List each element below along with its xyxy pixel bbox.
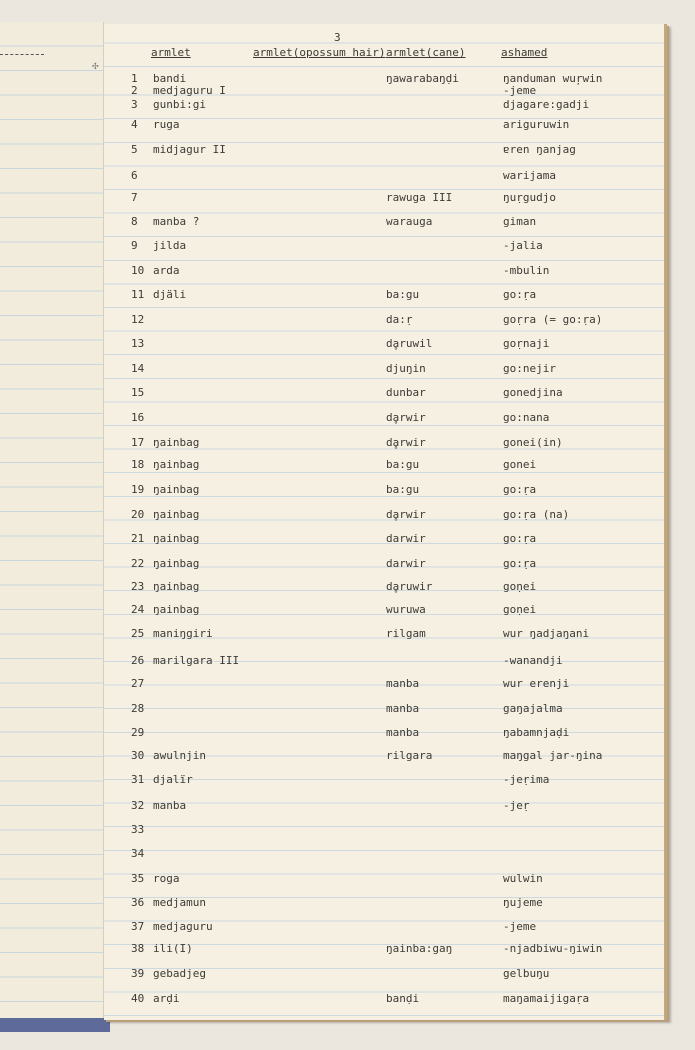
cell-armlet: jilda — [153, 239, 187, 252]
page-number: 3 — [334, 31, 341, 44]
cell-armlet-cane: dunbar — [386, 386, 426, 399]
cell-ashamed: wur erenji — [503, 677, 570, 690]
column-header-armlet-cane: armlet(cane) — [386, 46, 466, 59]
cell-armlet: maniŋgiri — [153, 627, 213, 640]
table-row — [0, 84, 695, 98]
cell-armlet-cane: manba — [386, 726, 420, 739]
cell-armlet: ŋainbag — [153, 508, 200, 521]
cell-ashamed: ŋabamnjaḍi — [503, 726, 570, 739]
row-number: 19 — [131, 483, 145, 496]
cell-ashamed: -jalia — [503, 239, 543, 252]
table-row — [0, 337, 695, 351]
cell-armlet-cane: dḁrwir — [386, 411, 426, 424]
cell-ashamed: goṇei — [503, 580, 537, 593]
cell-armlet: ŋainbag — [153, 580, 200, 593]
row-number: 37 — [131, 920, 145, 933]
cell-ashamed: go:ṛa — [503, 557, 537, 570]
cell-ashamed: giman — [503, 215, 537, 228]
cell-ashamed: djagare:gadji — [503, 98, 590, 111]
cell-armlet: arḍi — [153, 992, 180, 1005]
column-header-armlet: armlet — [151, 46, 191, 59]
row-number: 5 — [131, 143, 138, 156]
cell-ashamed: -njadbiwu-ŋiwin — [503, 942, 603, 955]
table-row — [0, 169, 695, 183]
table-row — [0, 992, 695, 1006]
column-header-armlet-opossum-hair: armlet(opossum hair) — [253, 46, 386, 59]
table-row — [0, 557, 695, 571]
table-row — [0, 677, 695, 691]
row-number: 36 — [131, 896, 145, 909]
table-row — [0, 654, 695, 668]
cell-ashamed: go:ṛa — [503, 532, 537, 545]
cell-armlet: manba — [153, 799, 187, 812]
table-row — [0, 386, 695, 400]
table-row — [0, 483, 695, 497]
facing-page-dash-line — [0, 54, 44, 55]
cell-ashamed: go:nejir — [503, 362, 556, 375]
table-row — [0, 532, 695, 546]
row-number: 11 — [131, 288, 145, 301]
table-row — [0, 118, 695, 132]
row-number: 32 — [131, 799, 145, 812]
row-number: 27 — [131, 677, 145, 690]
table-row — [0, 143, 695, 157]
cell-ashamed: ŋanduman wuŗwin — [503, 72, 603, 85]
cell-ashamed: wur ŋadjaŋani — [503, 627, 590, 640]
cell-ashamed: goṛra (= go:ṛa) — [503, 313, 603, 326]
cell-armlet: gunbi:gi — [153, 98, 206, 111]
cell-armlet: ŋainbag — [153, 557, 200, 570]
row-number: 3 — [131, 98, 138, 111]
cell-armlet-cane: darwir — [386, 532, 426, 545]
cell-ashamed: go:ṛa (na) — [503, 508, 570, 521]
table-row — [0, 872, 695, 886]
row-number: 33 — [131, 823, 145, 836]
cell-armlet-cane: dḁruwir — [386, 580, 433, 593]
cell-armlet-cane: wuruwa — [386, 603, 426, 616]
row-number: 20 — [131, 508, 145, 521]
table-row — [0, 773, 695, 787]
cell-ashamed: wulwin — [503, 872, 543, 885]
row-number: 7 — [131, 191, 138, 204]
cell-ashamed: maŋgal jar-ŋina — [503, 749, 603, 762]
cell-armlet: awulnjin — [153, 749, 206, 762]
book-binding — [0, 1018, 110, 1032]
table-row — [0, 215, 695, 229]
cell-armlet-cane: dḁrwir — [386, 436, 426, 449]
cell-ashamed: go:nana — [503, 411, 550, 424]
cell-ashamed: gonei — [503, 458, 537, 471]
cell-armlet: ruga — [153, 118, 180, 131]
cell-armlet-cane: darwir — [386, 557, 426, 570]
row-number: 28 — [131, 702, 145, 715]
table-row — [0, 627, 695, 641]
row-number: 14 — [131, 362, 145, 375]
cell-ashamed: ariguruwin — [503, 118, 570, 131]
row-number: 13 — [131, 337, 145, 350]
row-number: 34 — [131, 847, 145, 860]
row-number: 38 — [131, 942, 145, 955]
row-number: 10 — [131, 264, 145, 277]
table-row — [0, 98, 695, 112]
row-number: 1 — [131, 72, 138, 85]
cell-ashamed: go:ṛa — [503, 288, 537, 301]
row-number: 15 — [131, 386, 145, 399]
cell-armlet: ŋainbag — [153, 458, 200, 471]
row-number: 9 — [131, 239, 138, 252]
row-number: 39 — [131, 967, 145, 980]
row-number: 40 — [131, 992, 145, 1005]
cell-ashamed: warijama — [503, 169, 556, 182]
cell-ashamed: ŋujeme — [503, 896, 543, 909]
cell-ashamed: -mbulin — [503, 264, 550, 277]
table-row — [0, 896, 695, 910]
cell-armlet: marilgara III — [153, 654, 240, 667]
table-row — [0, 313, 695, 327]
cell-ashamed: -jeṛ — [503, 799, 530, 812]
cell-armlet-cane: dḁruwil — [386, 337, 433, 350]
cell-ashamed: goṇei — [503, 603, 537, 616]
table-row — [0, 191, 695, 205]
table-row — [0, 458, 695, 472]
row-number: 17 — [131, 436, 145, 449]
cell-armlet-cane: rawuga III — [386, 191, 453, 204]
cell-armlet: ŋainbag — [153, 436, 200, 449]
table-row — [0, 288, 695, 302]
cell-ashamed: -wanandji — [503, 654, 563, 667]
cell-armlet: ŋainbag — [153, 483, 200, 496]
table-row — [0, 239, 695, 253]
cell-armlet: djalïr — [153, 773, 193, 786]
table-row — [0, 749, 695, 763]
cell-ashamed: -jeme — [503, 84, 537, 97]
row-number: 31 — [131, 773, 145, 786]
cell-ashamed: goṛnaji — [503, 337, 550, 350]
row-number: 30 — [131, 749, 145, 762]
cell-armlet-cane: banḍi — [386, 992, 420, 1005]
cell-armlet: manba ? — [153, 215, 200, 228]
table-row — [0, 603, 695, 617]
row-number: 24 — [131, 603, 145, 616]
cell-armlet: gebadjeg — [153, 967, 206, 980]
margin-mark: ✣ — [92, 59, 99, 72]
table-row — [0, 264, 695, 278]
row-number: 29 — [131, 726, 145, 739]
row-number: 18 — [131, 458, 145, 471]
cell-ashamed: ɐren ŋanjag — [503, 143, 576, 156]
cell-armlet: roga — [153, 872, 180, 885]
row-number: 2 — [131, 84, 138, 97]
table-row — [0, 823, 695, 837]
table-row — [0, 436, 695, 450]
cell-armlet-cane: rilgam — [386, 627, 426, 640]
table-row — [0, 702, 695, 716]
table-row — [0, 847, 695, 861]
row-number: 21 — [131, 532, 145, 545]
row-number: 23 — [131, 580, 145, 593]
row-number: 35 — [131, 872, 145, 885]
cell-armlet: ili(I) — [153, 942, 193, 955]
table-row — [0, 411, 695, 425]
cell-armlet-cane: da:ṛ — [386, 313, 413, 326]
column-header-ashamed: ashamed — [501, 46, 548, 59]
cell-armlet-cane: djuŋin — [386, 362, 426, 375]
cell-armlet-cane: ŋainba:gaŋ — [386, 942, 453, 955]
table-row — [0, 508, 695, 522]
table-row — [0, 799, 695, 813]
cell-ashamed: gaŋajalma — [503, 702, 563, 715]
cell-ashamed: maŋamaijigaṛa — [503, 992, 590, 1005]
row-number: 16 — [131, 411, 145, 424]
row-number: 22 — [131, 557, 145, 570]
cell-armlet: midjagur II — [153, 143, 226, 156]
cell-armlet: bandi — [153, 72, 187, 85]
cell-armlet: ŋainbag — [153, 603, 200, 616]
cell-armlet-cane: manba — [386, 677, 420, 690]
table-row — [0, 362, 695, 376]
cell-armlet-cane: ba:gu — [386, 458, 420, 471]
row-number: 8 — [131, 215, 138, 228]
cell-armlet: medjaguru — [153, 920, 213, 933]
cell-ashamed: gonei(in) — [503, 436, 563, 449]
cell-armlet-cane: manba — [386, 702, 420, 715]
cell-ashamed: -jeme — [503, 920, 537, 933]
row-number: 4 — [131, 118, 138, 131]
cell-ashamed: gonedjina — [503, 386, 563, 399]
cell-ashamed: go:ṛa — [503, 483, 537, 496]
table-row — [0, 942, 695, 956]
row-number: 26 — [131, 654, 145, 667]
row-number: 12 — [131, 313, 145, 326]
table-row — [0, 967, 695, 981]
cell-armlet: medjamun — [153, 896, 206, 909]
cell-armlet: djäli — [153, 288, 187, 301]
cell-armlet-cane: rilgara — [386, 749, 433, 762]
cell-armlet-cane: ba:gu — [386, 483, 420, 496]
cell-armlet-cane: warauga — [386, 215, 433, 228]
cell-ashamed: gelbuŋu — [503, 967, 550, 980]
cell-armlet-cane: dḁrwir — [386, 508, 426, 521]
cell-armlet: medjaguru I — [153, 84, 226, 97]
cell-armlet-cane: ba:gu — [386, 288, 420, 301]
cell-armlet-cane: ŋawarabaŋḍi — [386, 72, 459, 85]
row-number: 6 — [131, 169, 138, 182]
table-row — [0, 580, 695, 594]
cell-armlet: arda — [153, 264, 180, 277]
cell-ashamed: ŋuṛgudjo — [503, 191, 556, 204]
table-row — [0, 920, 695, 934]
cell-armlet: ŋainbag — [153, 532, 200, 545]
table-row — [0, 726, 695, 740]
row-number: 25 — [131, 627, 145, 640]
cell-ashamed: -jeṛima — [503, 773, 550, 786]
